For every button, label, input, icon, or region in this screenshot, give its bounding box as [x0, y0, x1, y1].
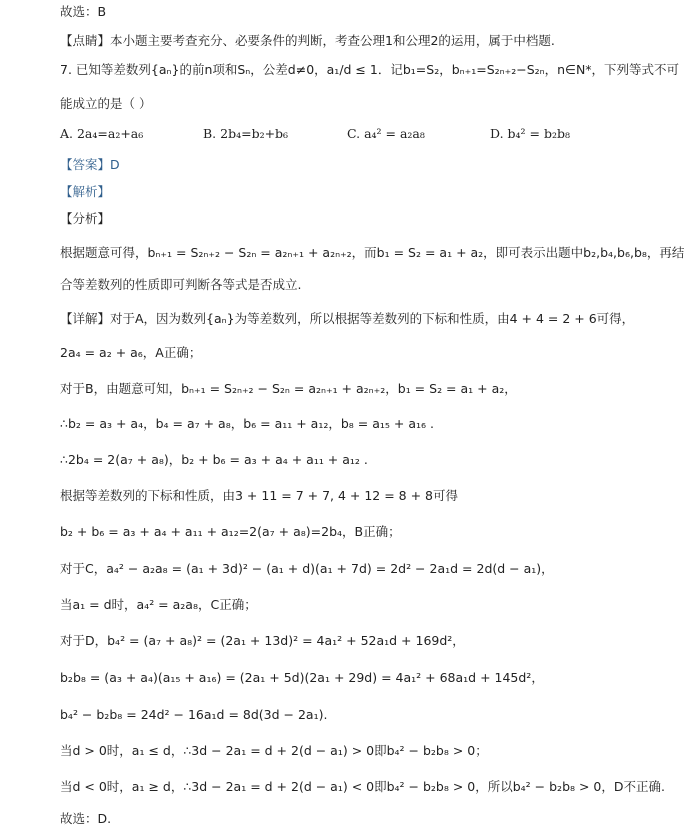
text-line-l06: 【解析】: [60, 184, 111, 199]
text-line-l24: 故选：D.: [60, 811, 112, 826]
text-line-l11: 2a₄ = a₂ + a₆，A正确；: [60, 345, 202, 360]
text-line-l04: 能成立的是（ ）: [60, 96, 152, 111]
option-c: C. a₄² = a₂a₈: [347, 126, 425, 141]
text-line-l15: 根据等差数列的下标和性质，由3 + 11 = 7 + 7, 4 + 12 = 8 + 8可得: [60, 488, 458, 503]
text-line-l22: 当d > 0时，a₁ ≤ d，∴3d − 2a₁ = d + 2(d − a₁) > 0即b₄² − b₂b₈ > 0；: [60, 743, 488, 758]
text-line-l07: 【分析】: [60, 211, 111, 226]
text-line-l05: 【答案】D: [60, 157, 120, 172]
text-line-l13: ∴b₂ = a₃ + a₄，b₄ = a₇ + a₈，b₆ = a₁₁ + a₁₂，b₈ = a₁₅ + a₁₆ .: [60, 416, 434, 431]
text-line-l01: 故选：B: [60, 4, 107, 19]
text-line-l19: 对于D，b₄² = (a₇ + a₈)² = (2a₁ + 13d)² = 4a₁² + 52a₁d + 169d²，: [60, 633, 465, 648]
text-line-l17: 对于C，a₄² − a₂a₈ = (a₁ + 3d)² − (a₁ + d)(a₁ + 7d) = 2d² − 2a₁d = 2d(d − a₁)，: [60, 561, 554, 576]
text-line-l16: b₂ + b₆ = a₃ + a₄ + a₁₁ + a₁₂=2(a₇ + a₈)=2b₄，B正确；: [60, 524, 401, 539]
option-d: D. b₄² = b₂b₈: [490, 126, 570, 141]
option-a: A. 2a₄=a₂+a₆: [60, 126, 144, 141]
text-line-l10: 【详解】对于A，因为数列{aₙ}为等差数列，所以根据等差数列的下标和性质，由4 + 4 = 2 + 6可得，: [60, 311, 635, 326]
text-line-l14: ∴2b₄ = 2(a₇ + a₈)，b₂ + b₆ = a₃ + a₄ + a₁₁ + a₁₂ .: [60, 452, 368, 467]
text-line-l09: 合等差数列的性质即可判断各等式是否成立.: [60, 277, 302, 292]
text-line-l02: 【点睛】本小题主要考查充分、必要条件的判断，考查公理1和公理2的运用，属于中档题.: [60, 33, 555, 48]
text-line-l18: 当a₁ = d时，a₄² = a₂a₈，C正确；: [60, 597, 257, 612]
option-b: B. 2b₄=b₂+b₆: [203, 126, 289, 141]
text-line-l20: b₂b₈ = (a₃ + a₄)(a₁₅ + a₁₆) = (2a₁ + 5d)(2a₁ + 29d) = 4a₁² + 68a₁d + 145d²，: [60, 670, 544, 685]
text-line-l03: 7. 已知等差数列{aₙ}的前n项和Sₙ，公差d≠0，a₁/d ≤ 1．记b₁=S₂，bₙ₊₁=S₂ₙ₊₂−S₂ₙ，n∈N*，下列等式不可: [60, 62, 680, 77]
text-line-l23: 当d < 0时，a₁ ≥ d，∴3d − 2a₁ = d + 2(d − a₁) < 0即b₄² − b₂b₈ > 0，所以b₄² − b₂b₈ > 0，D不正确.: [60, 779, 665, 794]
text-line-l08: 根据题意可得，bₙ₊₁ = S₂ₙ₊₂ − S₂ₙ = a₂ₙ₊₁ + a₂ₙ₊₂，而b₁ = S₂ = a₁ + a₂，即可表示出题中b₂,b₄,b₆,b₈，再结: [60, 245, 685, 260]
text-line-l21: b₄² − b₂b₈ = 24d² − 16a₁d = 8d(3d − 2a₁).: [60, 707, 328, 722]
text-line-l12: 对于B，由题意可知，bₙ₊₁ = S₂ₙ₊₂ − S₂ₙ = a₂ₙ₊₁ + a₂ₙ₊₂，b₁ = S₂ = a₁ + a₂，: [60, 381, 517, 396]
